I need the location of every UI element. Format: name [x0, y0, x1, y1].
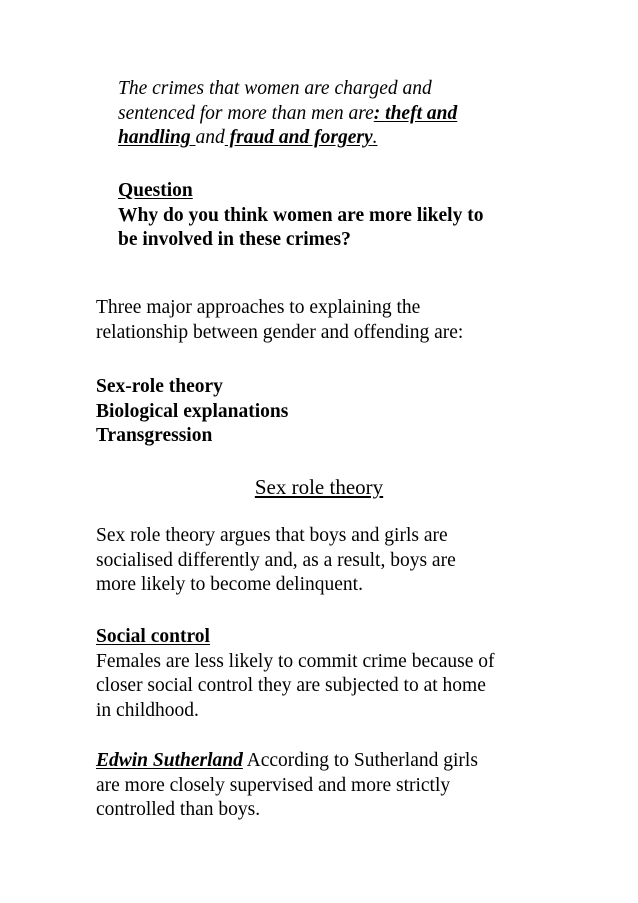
question-label: Question: [118, 180, 193, 201]
intro-paragraph: [118, 77, 618, 151]
sutherland-name: Edwin Sutherland: [96, 750, 243, 771]
fraud-and-forgery: fraud and forgery: [224, 127, 373, 148]
intro-separator: :: [373, 102, 386, 124]
intro-line-2-text: sentenced for more than men are: [118, 102, 374, 124]
sutherland-line-1: [96, 749, 616, 774]
intro-line-1: The crimes that women are charged and: [118, 78, 432, 99]
social-control-line-2: closer social control they are subjected to at home: [96, 675, 486, 696]
sutherland-line-3: controlled than boys.: [96, 799, 261, 820]
sex-role-line-1: Sex role theory argues that boys and girls are: [96, 525, 448, 546]
intro-line-3: [118, 126, 618, 151]
approach-item-biological: Biological explanations: [96, 400, 289, 422]
intro-line-2: [118, 102, 618, 127]
question-block: [118, 179, 618, 253]
sex-role-paragraph: [96, 524, 616, 598]
approaches-line-2: relationship between gender and offending are:: [96, 321, 464, 343]
question-line-1: Why do you think women are more likely to: [118, 204, 484, 226]
approach-item-sex-role: Sex-role theory: [96, 376, 223, 397]
sex-role-line-2: socialised differently and, as a result, boys are: [96, 549, 456, 571]
sex-role-line-3: more likely to become delinquent.: [96, 574, 363, 595]
theft-and-handling-1: theft and: [385, 102, 458, 124]
intro-period: .: [372, 127, 378, 148]
social-control-section: [96, 625, 616, 723]
approaches-list: [96, 375, 616, 449]
social-control-line-3: in childhood.: [96, 699, 199, 721]
section-heading-sex-role: Sex role theory: [254, 475, 384, 499]
theft-and-handling-2: handling: [118, 127, 196, 148]
intro-and: and: [195, 127, 225, 148]
sutherland-text-1: According to Sutherland girls: [242, 750, 478, 771]
approach-item-transgression: Transgression: [96, 425, 213, 446]
approaches-line-1: Three major approaches to explaining the: [96, 297, 421, 318]
question-line-2: be involved in these crimes?: [118, 229, 351, 250]
sutherland-section: [96, 749, 616, 823]
approaches-intro: [96, 296, 616, 345]
social-control-line-1: Females are less likely to commit crime because of: [96, 650, 495, 672]
sutherland-line-2: are more closely supervised and more strictly: [96, 774, 451, 796]
social-control-heading: Social control: [96, 626, 210, 647]
